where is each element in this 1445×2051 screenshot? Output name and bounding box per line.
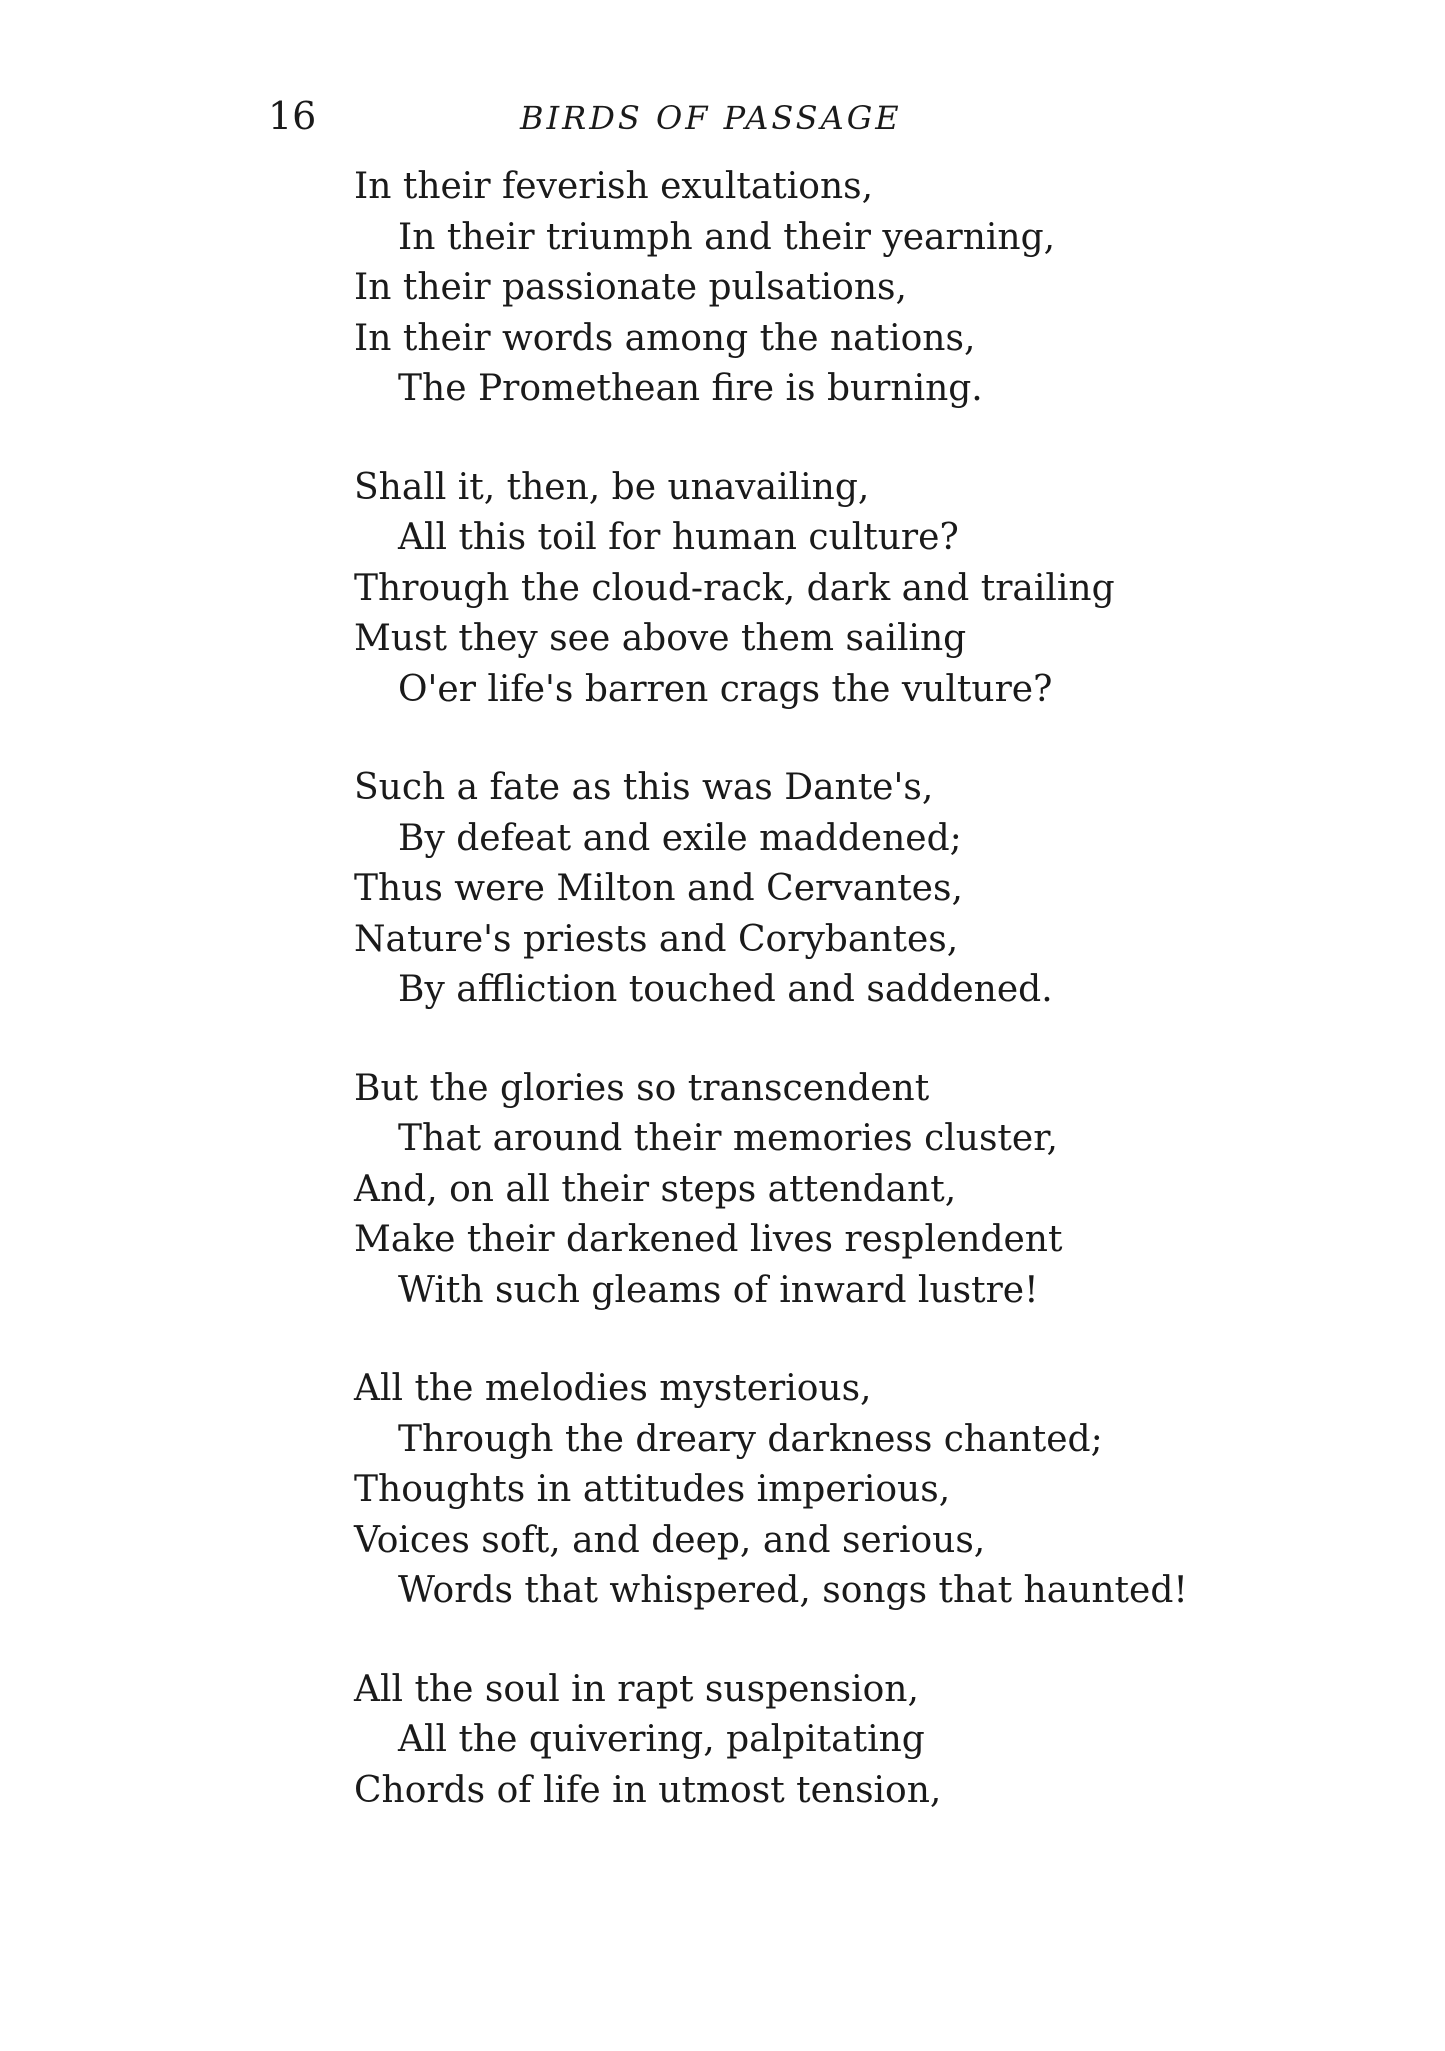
poem-line: All the soul in rapt suspension, <box>354 1668 919 1710</box>
poem-line: All the quivering, palpitating <box>398 1719 925 1760</box>
poem-line: All the melodies mysterious, <box>354 1368 872 1409</box>
poem-line: Must they see above them sailing <box>354 618 967 659</box>
stanza <box>354 1665 1354 1817</box>
stanza <box>354 1364 1354 1617</box>
poem-line: That around their memories cluster, <box>398 1118 1058 1159</box>
poem-line: All this toil for human culture? <box>398 517 959 558</box>
poem-line: By affliction touched and saddened. <box>398 969 1053 1010</box>
poem-line: With such gleams of inward lustre! <box>398 1269 1039 1311</box>
running-title: BIRDS OF PASSAGE <box>520 99 902 137</box>
poem-line: Through the dreary darkness chanted; <box>398 1418 1103 1460</box>
stanza <box>354 763 1354 1016</box>
page-number: 16 <box>268 94 317 138</box>
poem-line: In their passionate pulsations, <box>354 267 907 308</box>
poem-line: Through the cloud-rack, dark and trailing <box>354 567 1115 609</box>
stanza <box>354 162 1354 415</box>
stanza <box>354 463 1354 716</box>
poem-line: Thoughts in attitudes imperious, <box>354 1469 951 1510</box>
poem-line: And, on all their steps attendant, <box>354 1168 957 1210</box>
stanza <box>354 1064 1354 1317</box>
poem-line: Words that whispered, songs that haunted! <box>398 1570 1188 1611</box>
poem-line: In their feverish exultations, <box>354 166 874 207</box>
poem-line: The Promethean fire is burning. <box>398 368 983 409</box>
poem-body <box>354 162 1354 1864</box>
poem-line: In their words among the nations, <box>354 317 976 359</box>
poem-line: Make their darkened lives resplendent <box>354 1219 1063 1260</box>
poem-line: In their triumph and their yearning, <box>398 216 1056 258</box>
poem-line: Chords of life in utmost tension, <box>354 1769 942 1811</box>
poem-line: Shall it, then, be unavailing, <box>354 466 870 508</box>
poem-line: Nature's priests and Corybantes, <box>354 918 959 960</box>
poem-line: O'er life's barren crags the vulture? <box>398 668 1053 710</box>
poem-line: But the glories so transcendent <box>354 1067 930 1109</box>
poem-line: Such a fate as this was Dante's, <box>354 767 934 808</box>
poem-line: Voices soft, and deep, and serious, <box>354 1519 986 1561</box>
poem-line: Thus were Milton and Cervantes, <box>354 868 963 909</box>
poem-line: By defeat and exile maddened; <box>398 817 962 859</box>
